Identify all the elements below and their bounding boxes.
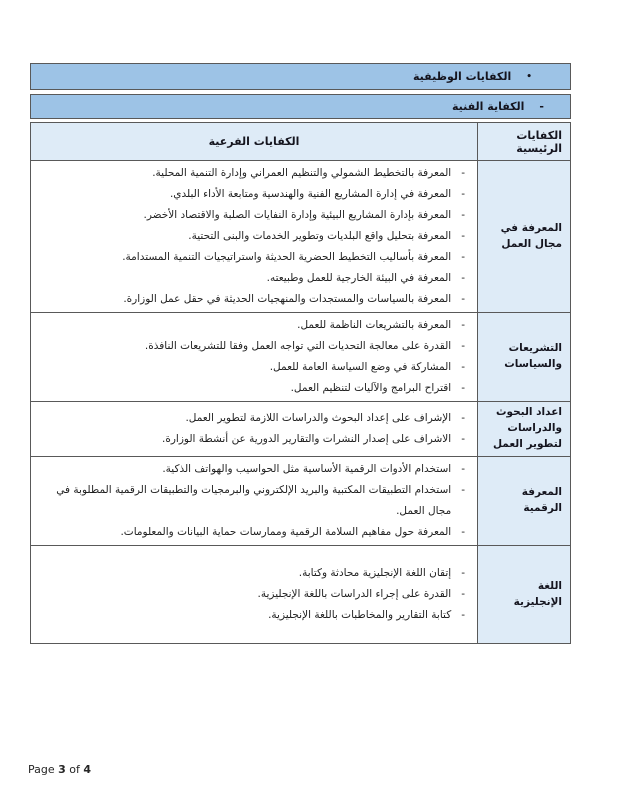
dash-icon: - xyxy=(461,484,465,496)
footer-total-pages: 4 xyxy=(83,763,92,776)
table-row xyxy=(31,457,571,546)
list-item-text: المعرفة حول مفاهيم السلامة الرقمية وممارسات حماية البيانات والمعلومات. xyxy=(120,526,452,538)
list-item-text: المعرفة بالسياسات والمستجدات والمنهجيات الحديثة في حقل عمل الوزارة. xyxy=(123,293,452,305)
table-row xyxy=(31,402,571,457)
list-item xyxy=(37,459,465,480)
sub-competency-list xyxy=(31,546,478,644)
dash-icon: - xyxy=(461,463,465,475)
main-competencies-header: الكفايات الرئيسية xyxy=(478,123,571,161)
list-item xyxy=(37,289,465,310)
sub-competencies-header: الكفايات الفرعية xyxy=(31,123,478,161)
list-item-text: القدرة على معالجة التحديات التي تواجه العمل وفقا للتشريعات النافذة. xyxy=(144,340,452,352)
list-item-text: المعرفة بأساليب التخطيط الحضرية الحديثة واستراتيجيات التنمية المستدامة. xyxy=(122,251,452,263)
list-item-text: استخدام التطبيقات المكتبية والبريد الإلكتروني والبرمجيات والتطبيقات الرقمية المطلوبة في مجال العمل. xyxy=(56,484,452,517)
dash-icon: - xyxy=(461,433,465,445)
main-competency-label: المعرفة في مجال العمل xyxy=(478,161,571,313)
list-item xyxy=(37,408,465,429)
list-item-text: المعرفة بتحليل واقع البلديات وتطوير الخدمات والبنى التحتية. xyxy=(188,230,452,242)
list-item-text: القدرة على إجراء الدراسات باللغة الإنجليزية. xyxy=(257,588,452,600)
list-item xyxy=(37,378,465,399)
list-item xyxy=(37,522,465,543)
main-competency-label: التشريعات والسياسات xyxy=(478,313,571,402)
footer-separator: of xyxy=(65,763,84,776)
dash-icon: - xyxy=(461,188,465,200)
dash-icon: - xyxy=(461,567,465,579)
dash-icon: - xyxy=(461,340,465,352)
list-item xyxy=(37,429,465,450)
technical-competency-label: الكفاية الفنية xyxy=(451,100,525,113)
table-row xyxy=(31,313,571,402)
list-item xyxy=(37,563,465,584)
technical-competency-bar xyxy=(30,94,571,119)
footer-current-page: 3 xyxy=(58,763,66,776)
bullet-icon: • xyxy=(526,71,532,82)
list-item xyxy=(37,268,465,289)
dash-icon: - xyxy=(461,167,465,179)
list-item xyxy=(37,315,465,336)
list-item-text: المعرفة بالتشريعات الناظمة للعمل. xyxy=(297,319,452,331)
list-item-text: المعرفة في إدارة المشاريع الفنية والهندسية ومتابعة الأداء البلدي. xyxy=(169,188,452,200)
main-competency-label: اعداد البحوث والدراسات لتطوير العمل xyxy=(478,402,571,457)
list-item xyxy=(37,247,465,268)
list-item-text: المعرفة في البيئة الخارجية للعمل وطبيعته. xyxy=(266,272,452,284)
table-row xyxy=(31,546,571,644)
dash-icon: - xyxy=(461,526,465,538)
table-header-row xyxy=(31,123,571,161)
list-item xyxy=(37,205,465,226)
dash-icon: - xyxy=(461,609,465,621)
dash-icon: - xyxy=(461,382,465,394)
functional-competencies-label: الكفايات الوظيفية xyxy=(413,70,512,83)
dash-icon: - xyxy=(461,319,465,331)
dash-icon: - xyxy=(461,293,465,305)
list-item xyxy=(37,584,465,605)
competencies-table xyxy=(30,122,571,644)
list-item-text: إتقان اللغة الإنجليزية محادثة وكتابة. xyxy=(298,567,452,579)
list-item-text: المعرفة بإدارة المشاريع البيئية وإدارة النفايات الصلبة والاقتصاد الأخضر. xyxy=(143,209,452,221)
main-competency-label: اللغة الإنجليزية xyxy=(478,546,571,644)
list-item-text: كتابة التقارير والمخاطبات باللغة الإنجليزية. xyxy=(268,609,452,621)
list-item xyxy=(37,184,465,205)
sub-competency-list xyxy=(31,457,478,546)
dash-icon: - xyxy=(539,100,544,113)
page-footer xyxy=(28,763,91,776)
main-competency-label: المعرفة الرقمية xyxy=(478,457,571,546)
list-item xyxy=(37,163,465,184)
dash-icon: - xyxy=(461,272,465,284)
list-item-text: المعرفة بالتخطيط الشمولي والتنظيم العمراني وإدارة التنمية المحلية. xyxy=(152,167,452,179)
dash-icon: - xyxy=(461,230,465,242)
list-item-text: الاشراف على إصدار النشرات والتقارير الدورية عن أنشطة الوزارة. xyxy=(162,433,452,445)
footer-page-prefix: Page xyxy=(28,763,59,776)
list-item-text: اقتراح البرامج والآليات لتنظيم العمل. xyxy=(290,382,452,394)
list-item xyxy=(37,480,465,522)
sub-competency-list xyxy=(31,402,478,457)
sub-competency-list xyxy=(31,161,478,313)
list-item-text: استخدام الأدوات الرقمية الأساسية مثل الحواسيب والهواتف الذكية. xyxy=(162,463,452,475)
dash-icon: - xyxy=(461,588,465,600)
functional-competencies-bar xyxy=(30,63,571,90)
dash-icon: - xyxy=(461,412,465,424)
dash-icon: - xyxy=(461,209,465,221)
list-item xyxy=(37,226,465,247)
table-row xyxy=(31,161,571,313)
dash-icon: - xyxy=(461,361,465,373)
dash-icon: - xyxy=(461,251,465,263)
list-item xyxy=(37,605,465,626)
list-item xyxy=(37,357,465,378)
list-item-text: المشاركة في وضع السياسة العامة للعمل. xyxy=(269,361,452,373)
list-item-text: الإشراف على إعداد البحوث والدراسات اللازمة لتطوير العمل. xyxy=(185,412,452,424)
sub-competency-list xyxy=(31,313,478,402)
list-item xyxy=(37,336,465,357)
